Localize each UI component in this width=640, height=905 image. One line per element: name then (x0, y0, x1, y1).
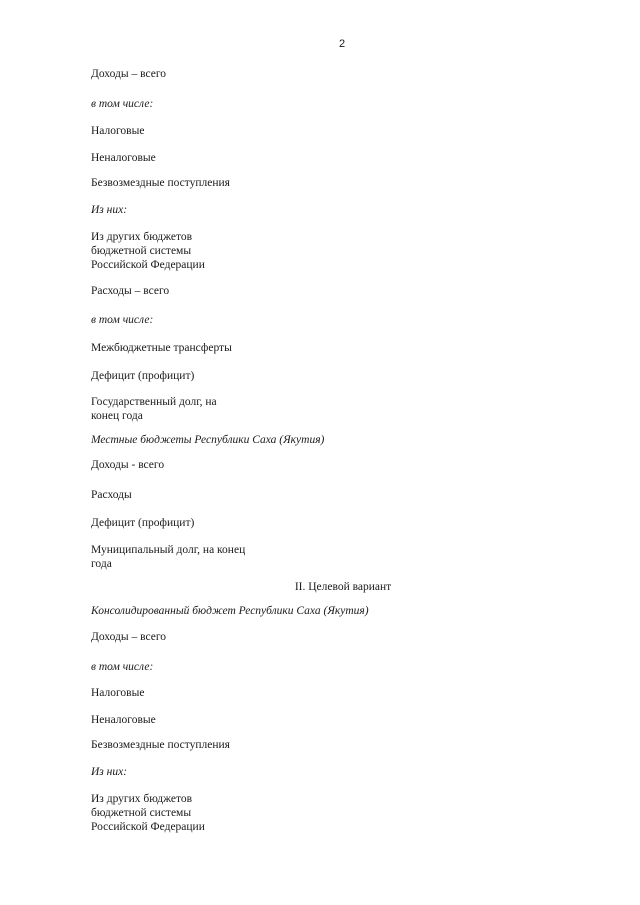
from-other-budgets-line-3: Российской Федерации (91, 259, 205, 271)
target-including-label: в том числе: (91, 661, 154, 673)
target-of-which-label: Из них: (91, 766, 128, 778)
expenses-total-label: Расходы – всего (91, 285, 170, 297)
target-gratuitous-receipts-label: Безвозмездные поступления (91, 739, 230, 751)
target-from-other-budgets-line-1: Из других бюджетов (91, 793, 193, 805)
target-nontax-revenue-label: Неналоговые (91, 714, 156, 726)
deficit-label: Дефицит (профицит) (91, 370, 195, 382)
of-which-label: Из них: (91, 204, 128, 216)
from-other-budgets-line-1: Из других бюджетов (91, 231, 193, 243)
target-tax-revenue-label: Налоговые (91, 687, 145, 699)
local-revenue-total-label: Доходы - всего (91, 459, 165, 471)
revenue-total-label: Доходы – всего (91, 68, 167, 80)
state-debt-line-1: Государственный долг, на (91, 396, 217, 408)
local-deficit-label: Дефицит (профицит) (91, 517, 195, 529)
interbudget-transfers-label: Межбюджетные трансферты (91, 342, 232, 354)
including-label-2: в том числе: (91, 314, 154, 326)
target-from-other-budgets-line-3: Российской Федерации (91, 821, 205, 833)
consolidated-budget-heading: Консолидированный бюджет Республики Саха (Якутия) (91, 605, 369, 617)
including-label: в том числе: (91, 98, 154, 110)
from-other-budgets-line-2: бюджетной системы (91, 245, 192, 257)
target-from-other-budgets-line-2: бюджетной системы (91, 807, 192, 819)
nontax-revenue-label: Неналоговые (91, 152, 156, 164)
municipal-debt-line-1: Муниципальный долг, на конец (91, 544, 246, 556)
tax-revenue-label: Налоговые (91, 125, 145, 137)
state-debt-line-2: конец года (91, 410, 143, 422)
municipal-debt-line-2: года (91, 558, 112, 570)
page-number: 2 (338, 38, 346, 50)
target-revenue-total-label: Доходы – всего (91, 631, 167, 643)
target-variant-heading: II. Целевой вариант (294, 581, 392, 593)
local-expenses-label: Расходы (91, 489, 132, 501)
local-budgets-heading: Местные бюджеты Республики Саха (Якутия) (91, 434, 325, 446)
gratuitous-receipts-label: Безвозмездные поступления (91, 177, 230, 189)
